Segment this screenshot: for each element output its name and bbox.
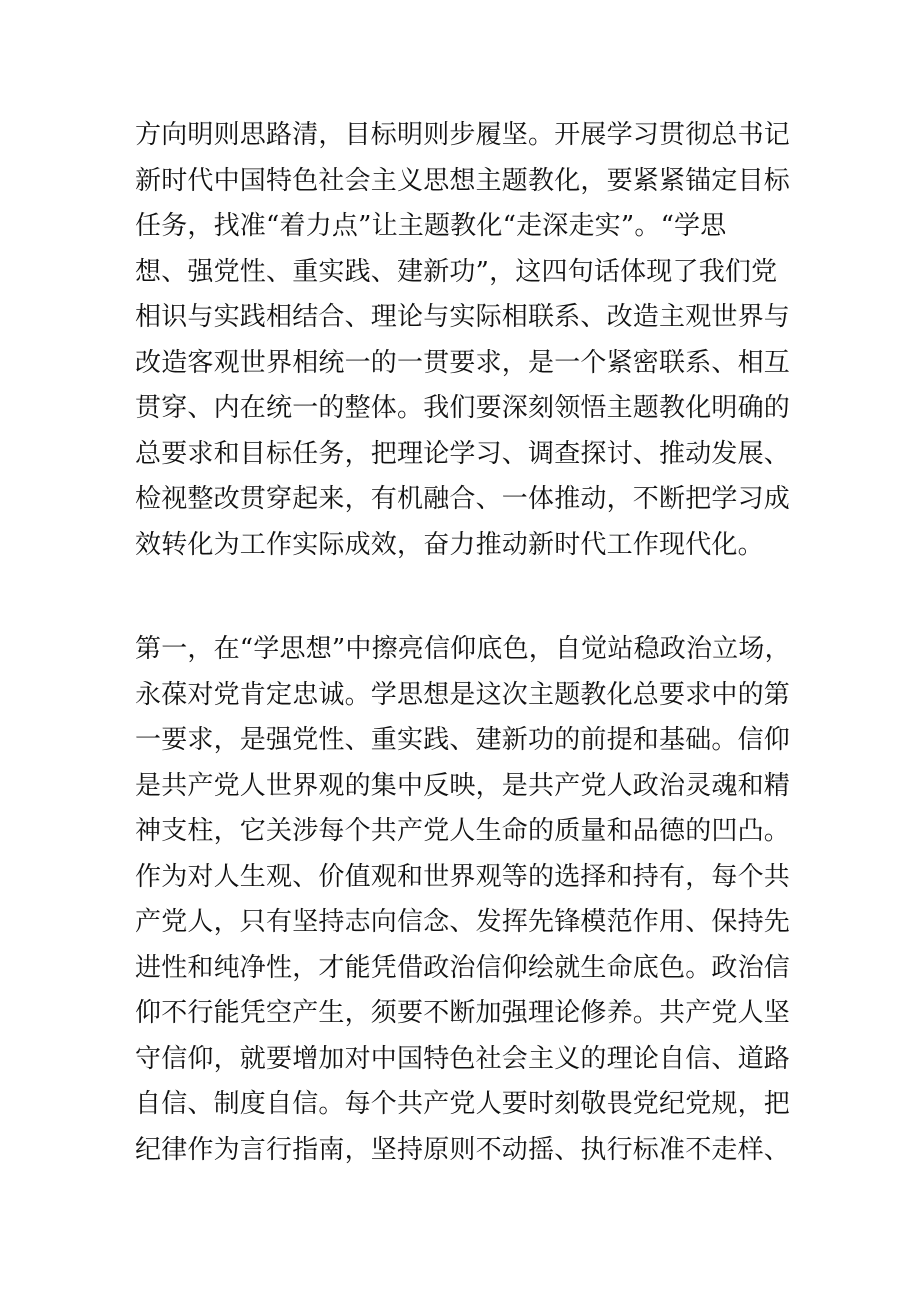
text-line: 方向明则思路清，目标明则步履坚。开展学习贯彻总书记	[135, 120, 791, 150]
text-line: 新时代中国特色社会主义思想主题教化，要紧紧锚定目标	[135, 165, 791, 196]
text-line: 第一，在“学思想”中擦亮信仰底色，自觉站稳政治立场，	[135, 634, 791, 664]
text-line: 改造客观世界相统一的一贯要求，是一个紧密联系、相互	[135, 347, 791, 378]
text-line: 神支柱，它关涉每个共产党人生命的质量和品德的凹凸。	[135, 816, 791, 846]
text-line: 作为对人生观、价值观和世界观等的选择和持有，每个共	[135, 861, 791, 892]
text-line: 贯穿、内在统一的整体。我们要深刻领悟主题教化明确的	[135, 393, 791, 423]
text-line: 守信仰，就要增加对中国特色社会主义的理论自信、道路	[135, 1043, 791, 1074]
paragraph-first-point	[135, 627, 805, 1173]
text-line: 进性和纯净性，才能凭借政治信仰绘就生命底色。政治信	[135, 952, 791, 983]
text-line: 自信、制度自信。每个共产党人要时刻敬畏党纪党规，把	[135, 1089, 791, 1119]
text-line: 总要求和目标任务，把理论学习、调查探讨、推动发展、	[135, 438, 791, 469]
text-line: 一要求，是强党性、重实践、建新功的前提和基础。信仰	[135, 725, 791, 755]
text-line: 相识与实践相结合、理论与实际相联系、改造主观世界与	[135, 302, 791, 332]
text-line: 是共产党人世界观的集中反映，是共产党人政治灵魂和精	[135, 770, 791, 801]
text-line: 任务，找准“着力点”让主题教化“走深走实”。“学思	[135, 211, 727, 241]
text-line: 想、强党性、重实践、建新功”，这四句话体现了我们党	[135, 256, 778, 287]
text-line: 仰不行能凭空产生，须要不断加强理论修养。共产党人坚	[135, 998, 791, 1028]
text-line: 永葆对党肯定忠诚。学思想是这次主题教化总要求中的第	[135, 679, 791, 710]
paragraph-intro	[135, 113, 805, 568]
text-line: 检视整改贯穿起来，有机融合、一体推动，不断把学习成	[135, 484, 791, 514]
text-line: 效转化为工作实际成效，奋力推动新时代工作现代化。	[135, 529, 764, 560]
text-line: 产党人，只有坚持志向信念、发挥先锋模范作用、保持先	[135, 907, 791, 937]
text-line: 纪律作为言行指南，坚持原则不动摇、执行标准不走样、	[135, 1134, 791, 1165]
